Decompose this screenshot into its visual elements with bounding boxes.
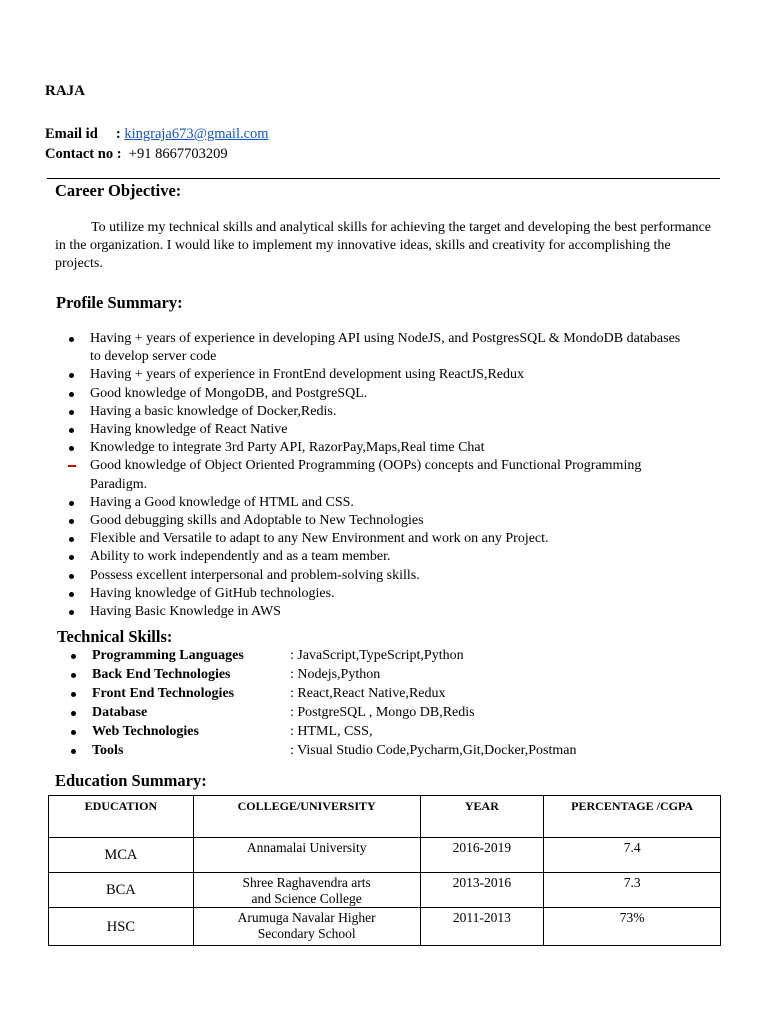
- bullet-icon: [71, 730, 76, 735]
- bullet-icon: [69, 373, 74, 378]
- email-label: Email id :: [45, 126, 121, 142]
- list-item: [90, 603, 690, 621]
- college-line: Secondary School: [257, 926, 356, 941]
- list-item-text: Good debugging skills and Adoptable to New Technologies: [90, 513, 424, 529]
- year-value: 2011-2013: [452, 910, 511, 925]
- education-summary-heading: Education Summary:: [55, 771, 207, 790]
- list-item: [90, 585, 690, 603]
- bullet-icon: [69, 519, 74, 524]
- bullet-icon: [71, 654, 76, 659]
- skill-values: : React,React Native,Redux: [290, 686, 446, 701]
- bullet-icon: [69, 592, 74, 597]
- bullet-icon: [69, 555, 74, 560]
- skill-values: : HTML, CSS,: [290, 724, 373, 739]
- list-item-text: Having knowledge of React Native: [90, 422, 288, 438]
- list-item: [90, 403, 690, 421]
- list-item: [90, 548, 690, 566]
- year-range: [420, 873, 544, 908]
- list-item-text: Ability to work independently and as a team member.: [90, 549, 391, 565]
- list-item-text: Having knowledge of GitHub technologies.: [90, 585, 335, 601]
- column-header-year: YEAR: [420, 796, 544, 838]
- table-row: [49, 873, 721, 908]
- profile-summary-heading: Profile Summary:: [56, 293, 183, 312]
- education-level: MCA: [49, 838, 194, 873]
- skill-category: Database: [92, 705, 148, 720]
- list-item: [90, 512, 690, 530]
- education-level: BCA: [49, 873, 194, 908]
- list-item: [90, 567, 690, 585]
- college-line: Arumuga Navalar Higher: [237, 910, 376, 925]
- skill-category: Tools: [92, 743, 124, 758]
- table-row: [49, 838, 721, 873]
- skill-row: [92, 742, 712, 761]
- bullet-icon: [69, 446, 74, 451]
- technical-skills-list: [92, 647, 712, 761]
- bullet-icon: [69, 392, 74, 397]
- skill-category: Back End Technologies: [92, 667, 231, 682]
- bullet-icon: [69, 410, 74, 415]
- list-item: [90, 439, 690, 457]
- education-table-header: [49, 796, 721, 838]
- list-item: [90, 530, 690, 548]
- year-range: [420, 908, 544, 946]
- list-item-text: Good knowledge of Object Oriented Programming (OOPs) concepts and Functional Programming Paradigm.: [90, 458, 642, 492]
- list-item-text: Having Basic Knowledge in AWS: [90, 604, 281, 620]
- skill-values: : PostgreSQL , Mongo DB,Redis: [290, 705, 475, 720]
- score-value: 73%: [619, 910, 645, 925]
- list-item: [90, 494, 690, 512]
- list-item-text: Having a Good knowledge of HTML and CSS.: [90, 494, 354, 510]
- email-link[interactable]: kingraja673@gmail.com: [124, 126, 269, 142]
- candidate-name: RAJA: [45, 83, 85, 99]
- skill-row: [92, 647, 712, 666]
- phone-line: [45, 146, 228, 163]
- skill-row: [92, 685, 712, 704]
- phone-number: +91 8667703209: [128, 146, 228, 162]
- header-divider: [47, 178, 720, 179]
- bullet-icon: [71, 692, 76, 697]
- education-table: [48, 795, 721, 946]
- score-value: 7.4: [623, 840, 641, 855]
- profile-summary-list: [90, 330, 690, 621]
- college-name: [193, 838, 420, 873]
- skill-values: : JavaScript,TypeScript,Python: [290, 648, 464, 663]
- technical-skills-heading: Technical Skills:: [57, 627, 173, 646]
- list-item: [90, 330, 690, 366]
- skill-row: [92, 723, 712, 742]
- list-item-text: Flexible and Versatile to adapt to any New Environment and work on any Project.: [90, 531, 549, 547]
- list-item: [90, 457, 690, 493]
- skill-values: : Visual Studio Code,Pycharm,Git,Docker,Postman: [290, 743, 577, 758]
- column-header-percentage: PERCENTAGE /CGPA: [544, 796, 721, 838]
- score-value: 7.3: [623, 875, 641, 890]
- bullet-icon: [69, 574, 74, 579]
- college-line: Annamalai University: [246, 840, 367, 855]
- list-item-text: Having + years of experience in FrontEnd development using ReactJS,Redux: [90, 367, 525, 383]
- bullet-icon: [69, 428, 74, 433]
- bullet-icon: [71, 673, 76, 678]
- career-objective-heading: Career Objective:: [55, 181, 182, 200]
- skill-category: Web Technologies: [92, 724, 199, 739]
- list-item-text: Having a basic knowledge of Docker,Redis.: [90, 403, 337, 419]
- skill-category: Front End Technologies: [92, 686, 235, 701]
- list-item-text: Possess excellent interpersonal and problem-solving skills.: [90, 567, 420, 583]
- skill-row: [92, 704, 712, 723]
- career-objective-text: [55, 219, 715, 273]
- college-line: Shree Raghavendra arts: [242, 875, 371, 890]
- bullet-icon: [69, 501, 74, 506]
- bullet-icon: [71, 749, 76, 754]
- career-objective-body: To utilize my technical skills and analytical skills for achieving the target and developing the best performance in the organization. I would like to implement my innovative ideas, skills and creativity for accomplishing the projects.: [55, 220, 712, 271]
- college-name: [193, 873, 420, 908]
- college-line: and Science College: [251, 891, 362, 906]
- education-level: HSC: [49, 908, 194, 946]
- bullet-icon: [69, 610, 74, 615]
- bullet-icon: [68, 465, 76, 467]
- column-header-education: EDUCATION: [49, 796, 194, 838]
- table-row: [49, 908, 721, 946]
- list-item-text: Having + years of experience in developing API using NodeJS, and PostgresSQL & MondoDB databases to develop server code: [90, 331, 681, 365]
- skill-category: Programming Languages: [92, 648, 244, 663]
- list-item: [90, 385, 690, 403]
- bullet-icon: [69, 537, 74, 542]
- email-line: [45, 126, 269, 143]
- year-value: 2013-2016: [452, 875, 512, 890]
- bullet-icon: [71, 711, 76, 716]
- column-header-college: COLLEGE/UNIVERSITY: [193, 796, 420, 838]
- bullet-icon: [69, 337, 74, 342]
- score: [544, 838, 721, 873]
- skill-row: [92, 666, 712, 685]
- college-name: [193, 908, 420, 946]
- score: [544, 908, 721, 946]
- phone-label: Contact no :: [45, 146, 122, 162]
- list-item: [90, 421, 690, 439]
- list-item-text: Knowledge to integrate 3rd Party API, RazorPay,Maps,Real time Chat: [90, 440, 485, 456]
- list-item-text: Good knowledge of MongoDB, and PostgreSQL.: [90, 385, 368, 401]
- year-value: 2016-2019: [452, 840, 512, 855]
- year-range: [420, 838, 544, 873]
- list-item: [90, 366, 690, 384]
- score: [544, 873, 721, 908]
- skill-values: : Nodejs,Python: [290, 667, 381, 682]
